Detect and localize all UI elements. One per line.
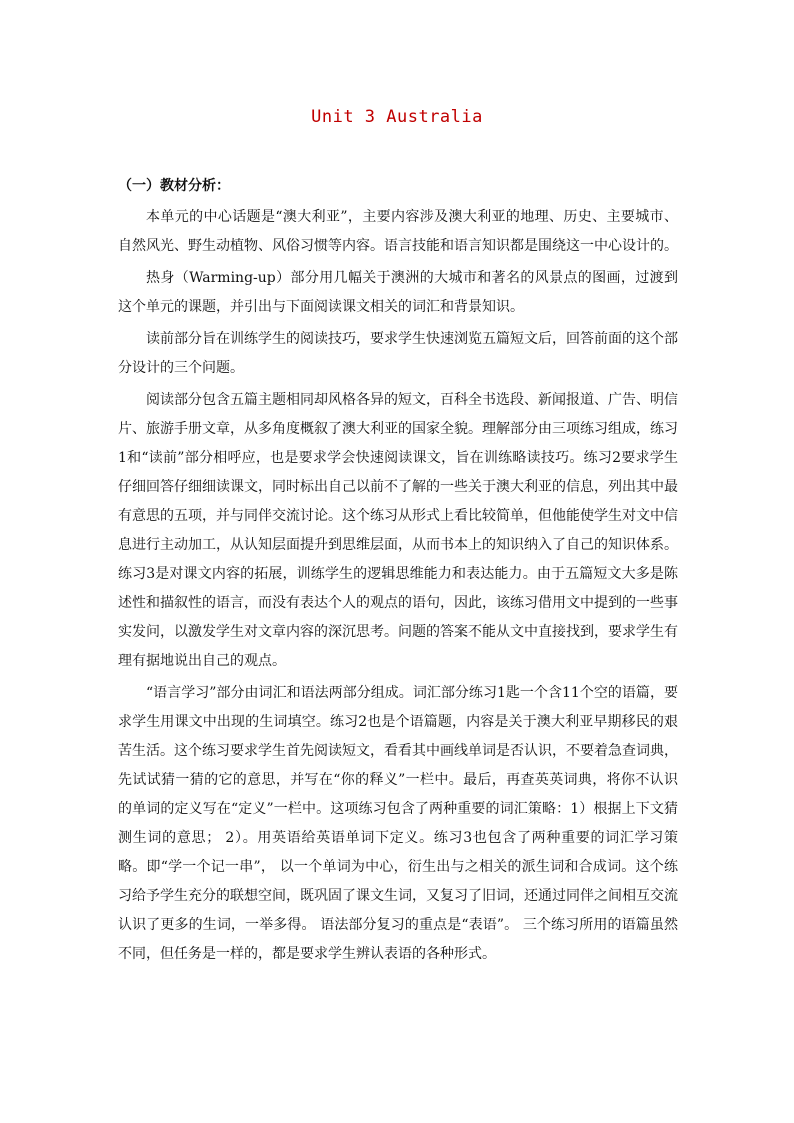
paragraph-language-study: “语言学习”部分由词汇和语法两部分组成。词汇部分练习1匙一个含11个空的语篇，要求学生用课文中出现的生词填空。练习2也是个语篇题，内容是关于澳大利亚早期移民的艰苦生活。这个练习要求学生首先阅读短文，看看其中画线单词是否认识，不要着急查词典，先试试猜一猜的它的意思，并写在“你的释义”一栏中。最后，再查英英词典，将你不认识的单词的定义写在“定义”一栏中。这项练习包含了两种重要的词汇策略：1）根据上下文猜测生词的意思； 2）。用英语给英语单词下定义。练习3也包含了两种重要的词汇学习策略。即“学一个记一串”， 以一个单词为中心，衍生出与之相关的派生词和合成词。这个练习给予学生充分的联想空间，既巩固了课文生词，又复习了旧词，还通过同伴之间相互交流认识了更多的生词，一举多得。 语法部分复习的重点是“表语”。 三个练习所用的语篇虽然不同，但任务是一样的，都是要求学生辨认表语的各种形式。 [118,685,678,962]
paragraph-pre-reading: 读前部分旨在训练学生的阅读技巧，要求学生快速浏览五篇短文后，回答前面的这个部分设计的三个问题。 [118,331,678,376]
section-heading: （一）教材分析： [118,178,230,194]
paragraph-intro: 本单元的中心话题是“澳大利亚”，主要内容涉及澳大利亚的地理、历史、主要城市、自然风光、野生动植物、风俗习惯等内容。语言技能和语言知识都是围绕这一中心设计的。 [118,209,678,254]
document-title: Unit 3 Australia [311,107,483,127]
body-text [118,203,678,972]
paragraph-reading: 阅读部分包含五篇主题相同却风格各异的短文，百科全书选段、新闻报道、广告、明信片、旅游手册文章，从多角度概叙了澳大利亚的国家全貌。理解部分由三项练习组成，练习1和“读前”部分相呼应，也是要求学会快速阅读课文，旨在训练略读技巧。练习2要求学生仔细回答仔细细读课文，同时标出自己以前不了解的一些关于澳大利亚的信息，列出其中最有意思的五项，并与同伴交流讨论。这个练习从形式上看比较简单，但他能使学生对文中信息进行主动加工，从认知层面提升到思维层面，从而书本上的知识纳入了自己的知识体系。练习3是对课文内容的拓展，训练学生的逻辑思维能力和表达能力。由于五篇短文大多是陈述性和描叙性的语言，而没有表达个人的观点的语句，因此，该练习借用文中提到的一些事实发问，以激发学生对文章内容的深沉思考。问题的答案不能从文中直接找到，要求学生有理有据地说出自己的观点。 [118,392,678,669]
paragraph-warming-up: 热身（Warming-up）部分用几幅关于澳洲的大城市和著名的风景点的图画，过渡到这个单元的课题，并引出与下面阅读课文相关的词汇和背景知识。 [118,270,678,315]
